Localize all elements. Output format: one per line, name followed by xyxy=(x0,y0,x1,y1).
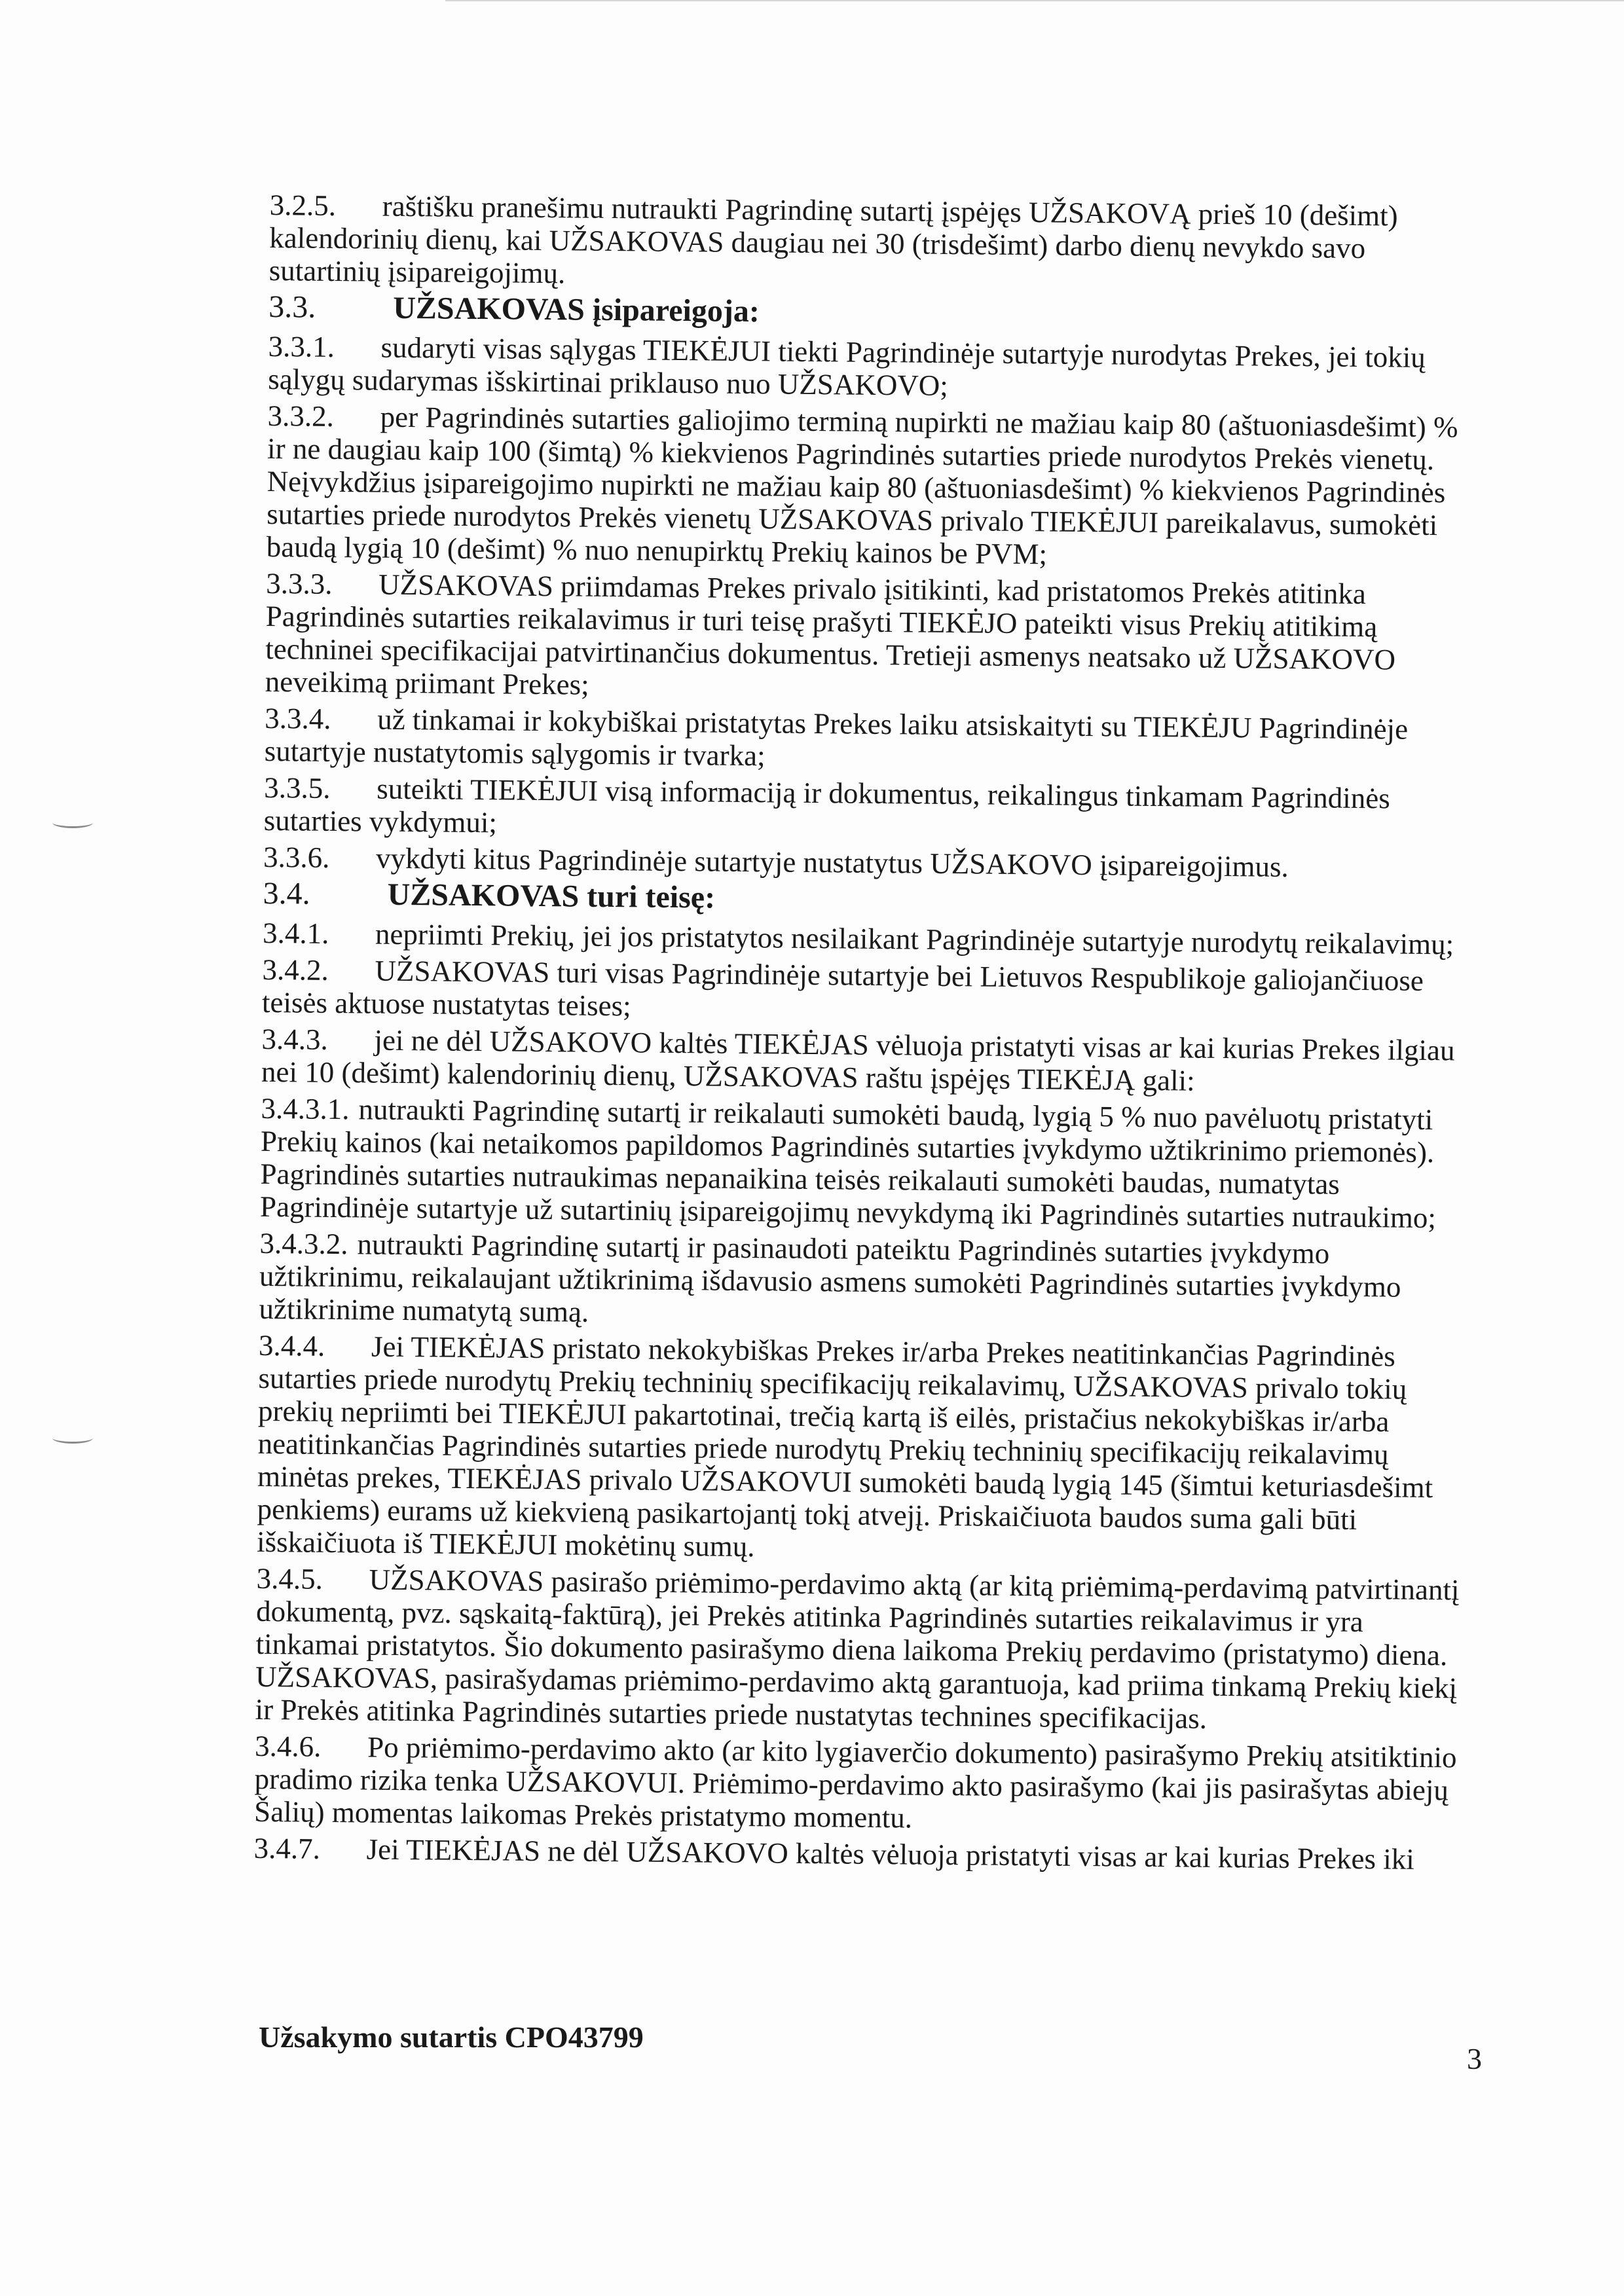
clause-text: per Pagrindinės sutarties galiojimo terminą nupirkti ne mažiau kaip 80 (aštuoniasdešimt) % ir ne daugiau kaip 100 (šimtą) % kiekvienos Pagrindinės sutarties priede nurodytos Prekės vienetų. Neįvykdžius įsipareigojimo nupirkti ne mažiau kaip 80 (aštuoniasdešimt) % kiekvienos Pagrindinės sutarties priede nurodytos Prekės vienetų UŽSAKOVAS privalo TIEKĖJUI pareikalavus, sumokėti baudą lygią 10 (dešimt) % nuo nenupirktų Prekių kainos be PVM; xyxy=(266,400,1458,571)
clause-paragraph xyxy=(263,771,1469,848)
clause-text: suteikti TIEKĖJUI visą informaciją ir dokumentus, reikalingus tinkamam Pagrindinės sutarties vykdymui; xyxy=(263,772,1391,839)
clause-number: 3.3. xyxy=(268,289,316,325)
clause-paragraph xyxy=(254,1730,1460,1840)
clause-paragraph xyxy=(269,189,1475,299)
clause-number: 3.4.6. xyxy=(254,1729,322,1763)
clause-text: už tinkamai ir kokybiškai pristatytas Prekes laiku atsiskaityti su TIEKĖJU Pagrindinėje sutartyje nustatytomis sąlygomis ir tvarka; xyxy=(264,702,1409,773)
clause-paragraph xyxy=(255,1562,1461,1738)
clause-text: nutraukti Pagrindinę sutartį ir pasinaudoti pateiktu Pagrindinės sutarties įvykdymo užtikrinimu, reikalaujant užtikrinimą išdavusio asmens sumokėti Pagrindinės sutarties įvykdymo užtikrinime numatytą sumą. xyxy=(259,1228,1401,1328)
clause-paragraph xyxy=(260,1092,1466,1235)
clause-number: 3.3.5. xyxy=(263,771,331,805)
clause-number: 3.4.7. xyxy=(253,1831,321,1865)
clause-number: 3.4.1. xyxy=(262,916,329,950)
clause-number: 3.3.3. xyxy=(265,566,333,600)
clause-number: 3.4.4. xyxy=(258,1328,325,1362)
clause-text: nutraukti Pagrindinę sutartį ir reikalauti sumokėti baudą, lygią 5 % nuo pavėluotų pristatyti Prekių kainos (kai netaikomos papildomos Pagrindinės sutarties įvykdymo užtikrinimo priemonės). Pagrindinės sutarties nutraukimas nepanaikina teisės reikalauti sumokėti baudas, numatytas Pagrindinėje sutartyje už sutartinių įsipareigojimų nevykdymą iki Pagrindinės sutarties nutraukimo; xyxy=(259,1093,1437,1235)
clause-paragraph xyxy=(263,917,1467,961)
page-number: 3 xyxy=(1467,2042,1482,2075)
clause-text: raštišku pranešimu nutraukti Pagrindinę sutartį įspėjęs UŽSAKOVĄ prieš 10 (dešimt) kalendorinių dienų, kai UŽSAKOVAS daugiau nei 30 (trisdešimt) darbo dienų nevykdo savo sutartinių įsipareigojimų. xyxy=(268,189,1398,290)
clause-number: 3.3.1. xyxy=(268,329,335,363)
clause-paragraph xyxy=(267,399,1473,575)
clause-paragraph xyxy=(265,567,1471,710)
clause-number: 3.4.3.1. xyxy=(261,1091,350,1126)
clause-text: UŽSAKOVAS pasirašo priėmimo-perdavimo aktą (ar kitą priėmimą-perdavimą patvirtinantį dokumentą, pvz. sąskaitą-faktūrą), jei Prekės atitinka Pagrindinės sutarties reikalavimus ir yra tinkamai pristatytos. Šio dokumento pasirašymo diena laikoma Prekių perdavimo (pristatymo) diena. UŽSAKOVAS, pasirašydamas priėmimo-perdavimo aktą garantuoja, kad priima tinkamą Prekių kiekį ir Prekės atitinka Pagrindinės sutarties priede nustatytas technines specifikacijas. xyxy=(255,1563,1460,1735)
clause-paragraph xyxy=(265,702,1470,779)
contract-clauses xyxy=(253,189,1475,1880)
clause-paragraph xyxy=(253,1832,1458,1876)
clause-number: 3.3.4. xyxy=(264,701,331,735)
clause-text: UŽSAKOVAS turi teisę: xyxy=(387,877,716,915)
clause-number: 3.3.6. xyxy=(263,840,330,874)
clause-text: Jei TIEKĖJAS pristato nekokybiškas Prekes ir/arba Prekes neatitinkančias Pagrindinės sutarties priede nurodytų Prekių techninių specifikacijų reikalavimų, UŽSAKOVAS privalo tokių prekių nepriimti bei TIEKĖJUI pakartotinai, trečią kartą iš eilės, pristačius nekokybiškas ir/arba neatitinkančias Pagrindinės sutarties priede nurodytų Prekių techninių specifikacijų reikalavimų minėtas prekes, TIEKĖJAS privalo UŽSAKOVUI sumokėti baudą lygią 145 (šimtui keturiasdešimt penkiems) eurams už kiekvieną pasikartojantį tokį atvejį. Priskaičiuota baudos suma gali būti išskaičiuota iš TIEKĖJUI mokėtinų sumų. xyxy=(256,1330,1433,1563)
scan-top-edge xyxy=(445,0,1624,1)
clause-number: 3.3.2. xyxy=(267,399,335,433)
clause-text: sudaryti visas sąlygas TIEKĖJUI tiekti Pagrindinėje sutartyje nurodytas Prekes, jei tokių sąlygų sudarymas išskirtinai priklauso nuo UŽSAKOVO; xyxy=(267,331,1426,402)
clause-number: 3.4. xyxy=(263,875,310,911)
clause-text: jei ne dėl UŽSAKOVO kaltės TIEKĖJAS vėluoja pristatyti visas ar kai kurias Prekes ilgiau nei 10 (dešimt) kalendorinių dienų, UŽSAKOVAS raštu įspėjęs TIEKĖJĄ gali: xyxy=(261,1023,1455,1097)
punch-hole-mark xyxy=(52,817,93,828)
footer-title: Užsakymo sutartis CPO43799 xyxy=(259,2020,644,2054)
clause-text: nepriimti Prekių, jei jos pristatytos nesilaikant Pagrindinėje sutartyje nurodytų reikalavimų; xyxy=(375,917,1454,961)
clause-paragraph xyxy=(262,953,1467,1030)
clause-paragraph xyxy=(261,1023,1467,1100)
clause-text: UŽSAKOVAS priimdamas Prekes privalo įsitikinti, kad pristatomos Prekės atitinka Pagrindinės sutarties reikalavimus ir turi teisę prašyti TIEKĖJO pateikti visus Prekių atitikimą techninei specifikacijai patvirtinančius dokumentus. Tretieji asmenys neatsako už UŽSAKOVO neveikimą priimant Prekes; xyxy=(265,568,1396,701)
clause-text: UŽSAKOVAS turi visas Pagrindinėje sutartyje bei Lietuvos Respublikoje galiojančiuose teisės aktuose nustatytas teises; xyxy=(261,954,1424,1023)
punch-hole-mark xyxy=(52,1432,93,1444)
clause-paragraph xyxy=(257,1329,1464,1570)
clause-paragraph xyxy=(268,330,1473,407)
clause-text: UŽSAKOVAS įsipareigoja: xyxy=(393,290,760,329)
clause-number: 3.2.5. xyxy=(269,189,337,222)
section-heading xyxy=(268,291,1473,335)
clause-text: Jei TIEKĖJAS ne dėl UŽSAKOVO kaltės vėluoja pristatyti visas ar kai kurias Prekes iki xyxy=(366,1832,1414,1876)
clause-number: 3.4.2. xyxy=(262,953,329,987)
section-heading xyxy=(263,877,1467,922)
clause-text: Po priėmimo-perdavimo akto (ar kito lygiaverčio dokumento) pasirašymo Prekių atsitiktinio pradimo rizika tenka UŽSAKOVUI. Priėmimo-perdavimo akto pasirašymo (kai jis pasirašytas abiejų Šalių) momentas laikomas Prekės pristatymo momentu. xyxy=(253,1730,1457,1834)
clause-text: vykdyti kitus Pagrindinėje sutartyje nustatytus UŽSAKOVO įsipareigojimus. xyxy=(375,841,1289,883)
clause-number: 3.4.3.2. xyxy=(259,1226,348,1261)
clause-paragraph xyxy=(259,1227,1464,1337)
clause-number: 3.4.5. xyxy=(256,1561,323,1595)
clause-number: 3.4.3. xyxy=(261,1022,329,1056)
